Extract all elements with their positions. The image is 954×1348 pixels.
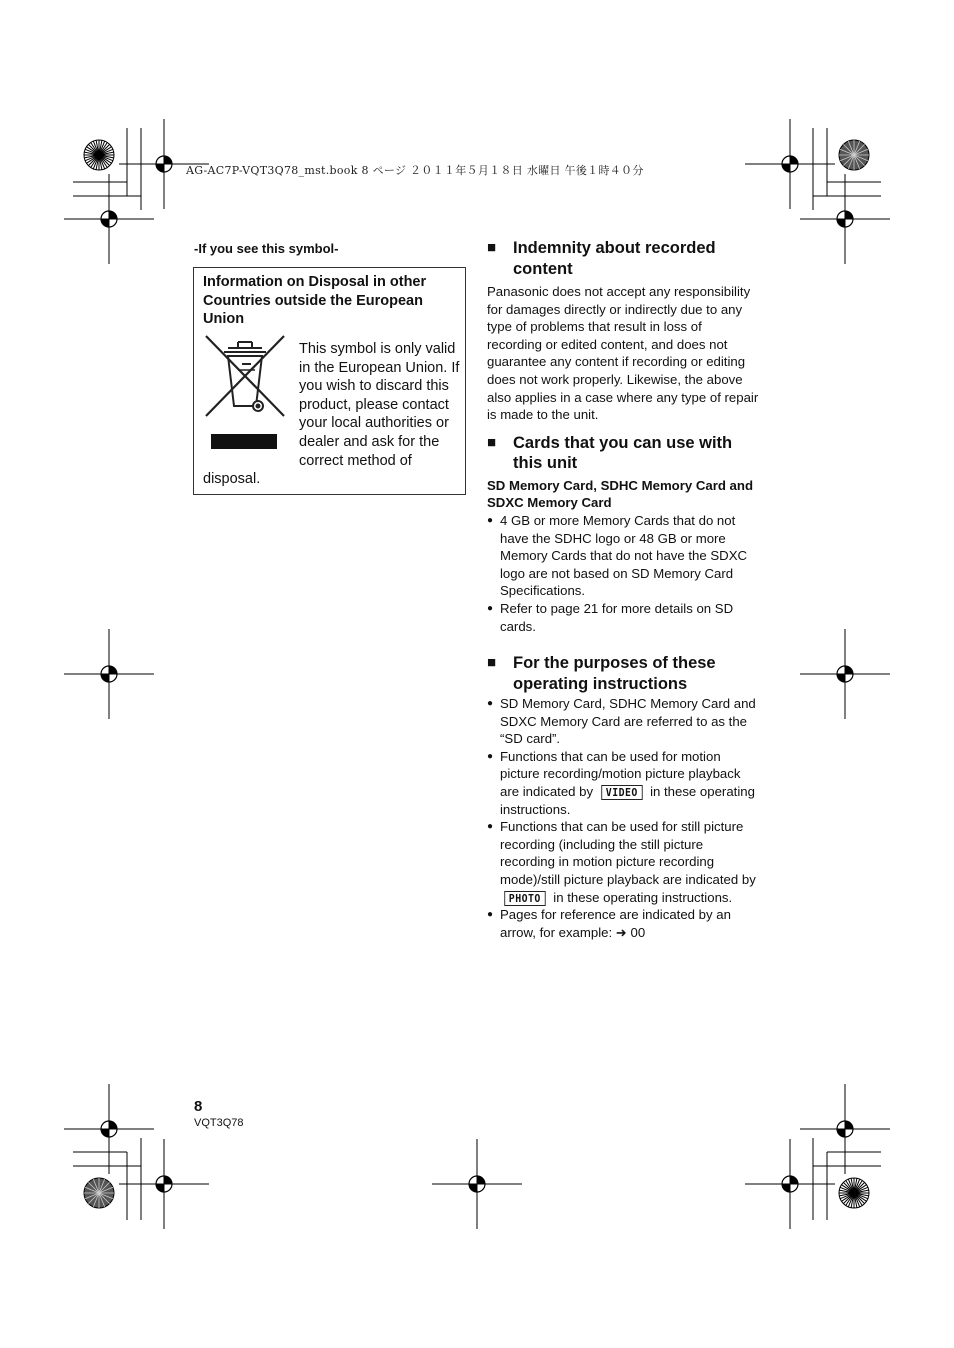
cards-heading (487, 433, 759, 474)
list-item-text: SD Memory Card, SDHC Memory Card and SDXC Memory Card are referred to as the “SD card”. (500, 696, 756, 747)
bullet-icon: ● (487, 821, 494, 833)
disposal-info-box (193, 267, 466, 495)
indemnity-heading (487, 238, 759, 279)
photo-mode-badge: PHOTO (504, 891, 545, 906)
right-column (487, 238, 759, 941)
print-slug-header: AG-AC7P-VQT3Q78_mst.book 8 ページ ２０１１年５月１８日 水曜日 午後１時４０分 (186, 164, 644, 177)
list-item-text: Functions that can be used for motion picture recording/motion picture playback are indicated by (500, 748, 741, 800)
list-item-text: Refer to page 21 for more details on SD cards. (500, 600, 734, 634)
list-item-text: Functions that can be used for still picture recording (including the still picture recording in motion picture recording mode)/still picture playback are indicated by (500, 819, 756, 888)
bullet-icon: ● (487, 602, 494, 614)
square-bullet-icon: ■ (487, 433, 497, 451)
bullet-icon: ● (487, 750, 494, 762)
list-item (487, 906, 759, 941)
indemnity-title: Indemnity about recorded content (513, 239, 716, 278)
disposal-body (203, 340, 461, 489)
purposes-title: For the purposes of these operating instructions (513, 654, 716, 693)
video-mode-badge: VIDEO (601, 785, 642, 800)
list-item-text: 4 GB or more Memory Cards that do not have the SDHC logo or 48 GB or more Memory Cards that do not have the SDXC logo are not based on SD Memory Card Specifications. (500, 512, 748, 599)
bullet-icon: ● (487, 698, 494, 710)
list-item (487, 818, 759, 906)
page-number: 8 (194, 1098, 203, 1115)
cards-title: Cards that you can use with this unit (513, 433, 733, 473)
disposal-title: Information on Disposal in other Countries outside the European Union (203, 274, 427, 327)
bullet-icon: ● (487, 514, 494, 526)
list-item (487, 748, 759, 818)
purposes-bullet-list (487, 695, 759, 941)
purposes-heading (487, 653, 759, 694)
list-item-text: Pages for reference are indicated by an arrow, for example: ➜ 00 (500, 907, 731, 940)
list-item (487, 512, 759, 600)
cards-subheading: SD Memory Card, SDHC Memory Card and SDXC Memory Card (487, 477, 754, 511)
list-item (487, 600, 759, 635)
cards-bullet-list (487, 512, 759, 635)
list-item-text: in these operating instructions. (500, 784, 755, 817)
square-bullet-icon: ■ (487, 654, 497, 672)
symbol-label: -If you see this symbol- (194, 241, 339, 256)
list-item-text: in these operating instructions. (553, 889, 733, 905)
list-item (487, 695, 759, 748)
bullet-icon: ● (487, 909, 494, 921)
model-code: VQT3Q78 (194, 1117, 244, 1129)
square-bullet-icon: ■ (487, 239, 497, 256)
disposal-body-text: This symbol is only valid in the European Union. If you wish to discard this product, please contact your local authorities or dealer and ask for the correct method of disposal. (203, 341, 460, 488)
indemnity-body: Panasonic does not accept any responsibility for damages directly or indirectly due to any type of problems that result in loss of recording or edited content, and does not guarantee any content if recording or editing does not work properly. Likewise, the above also applies in a case where any type of repair is made to the unit. (487, 284, 759, 423)
